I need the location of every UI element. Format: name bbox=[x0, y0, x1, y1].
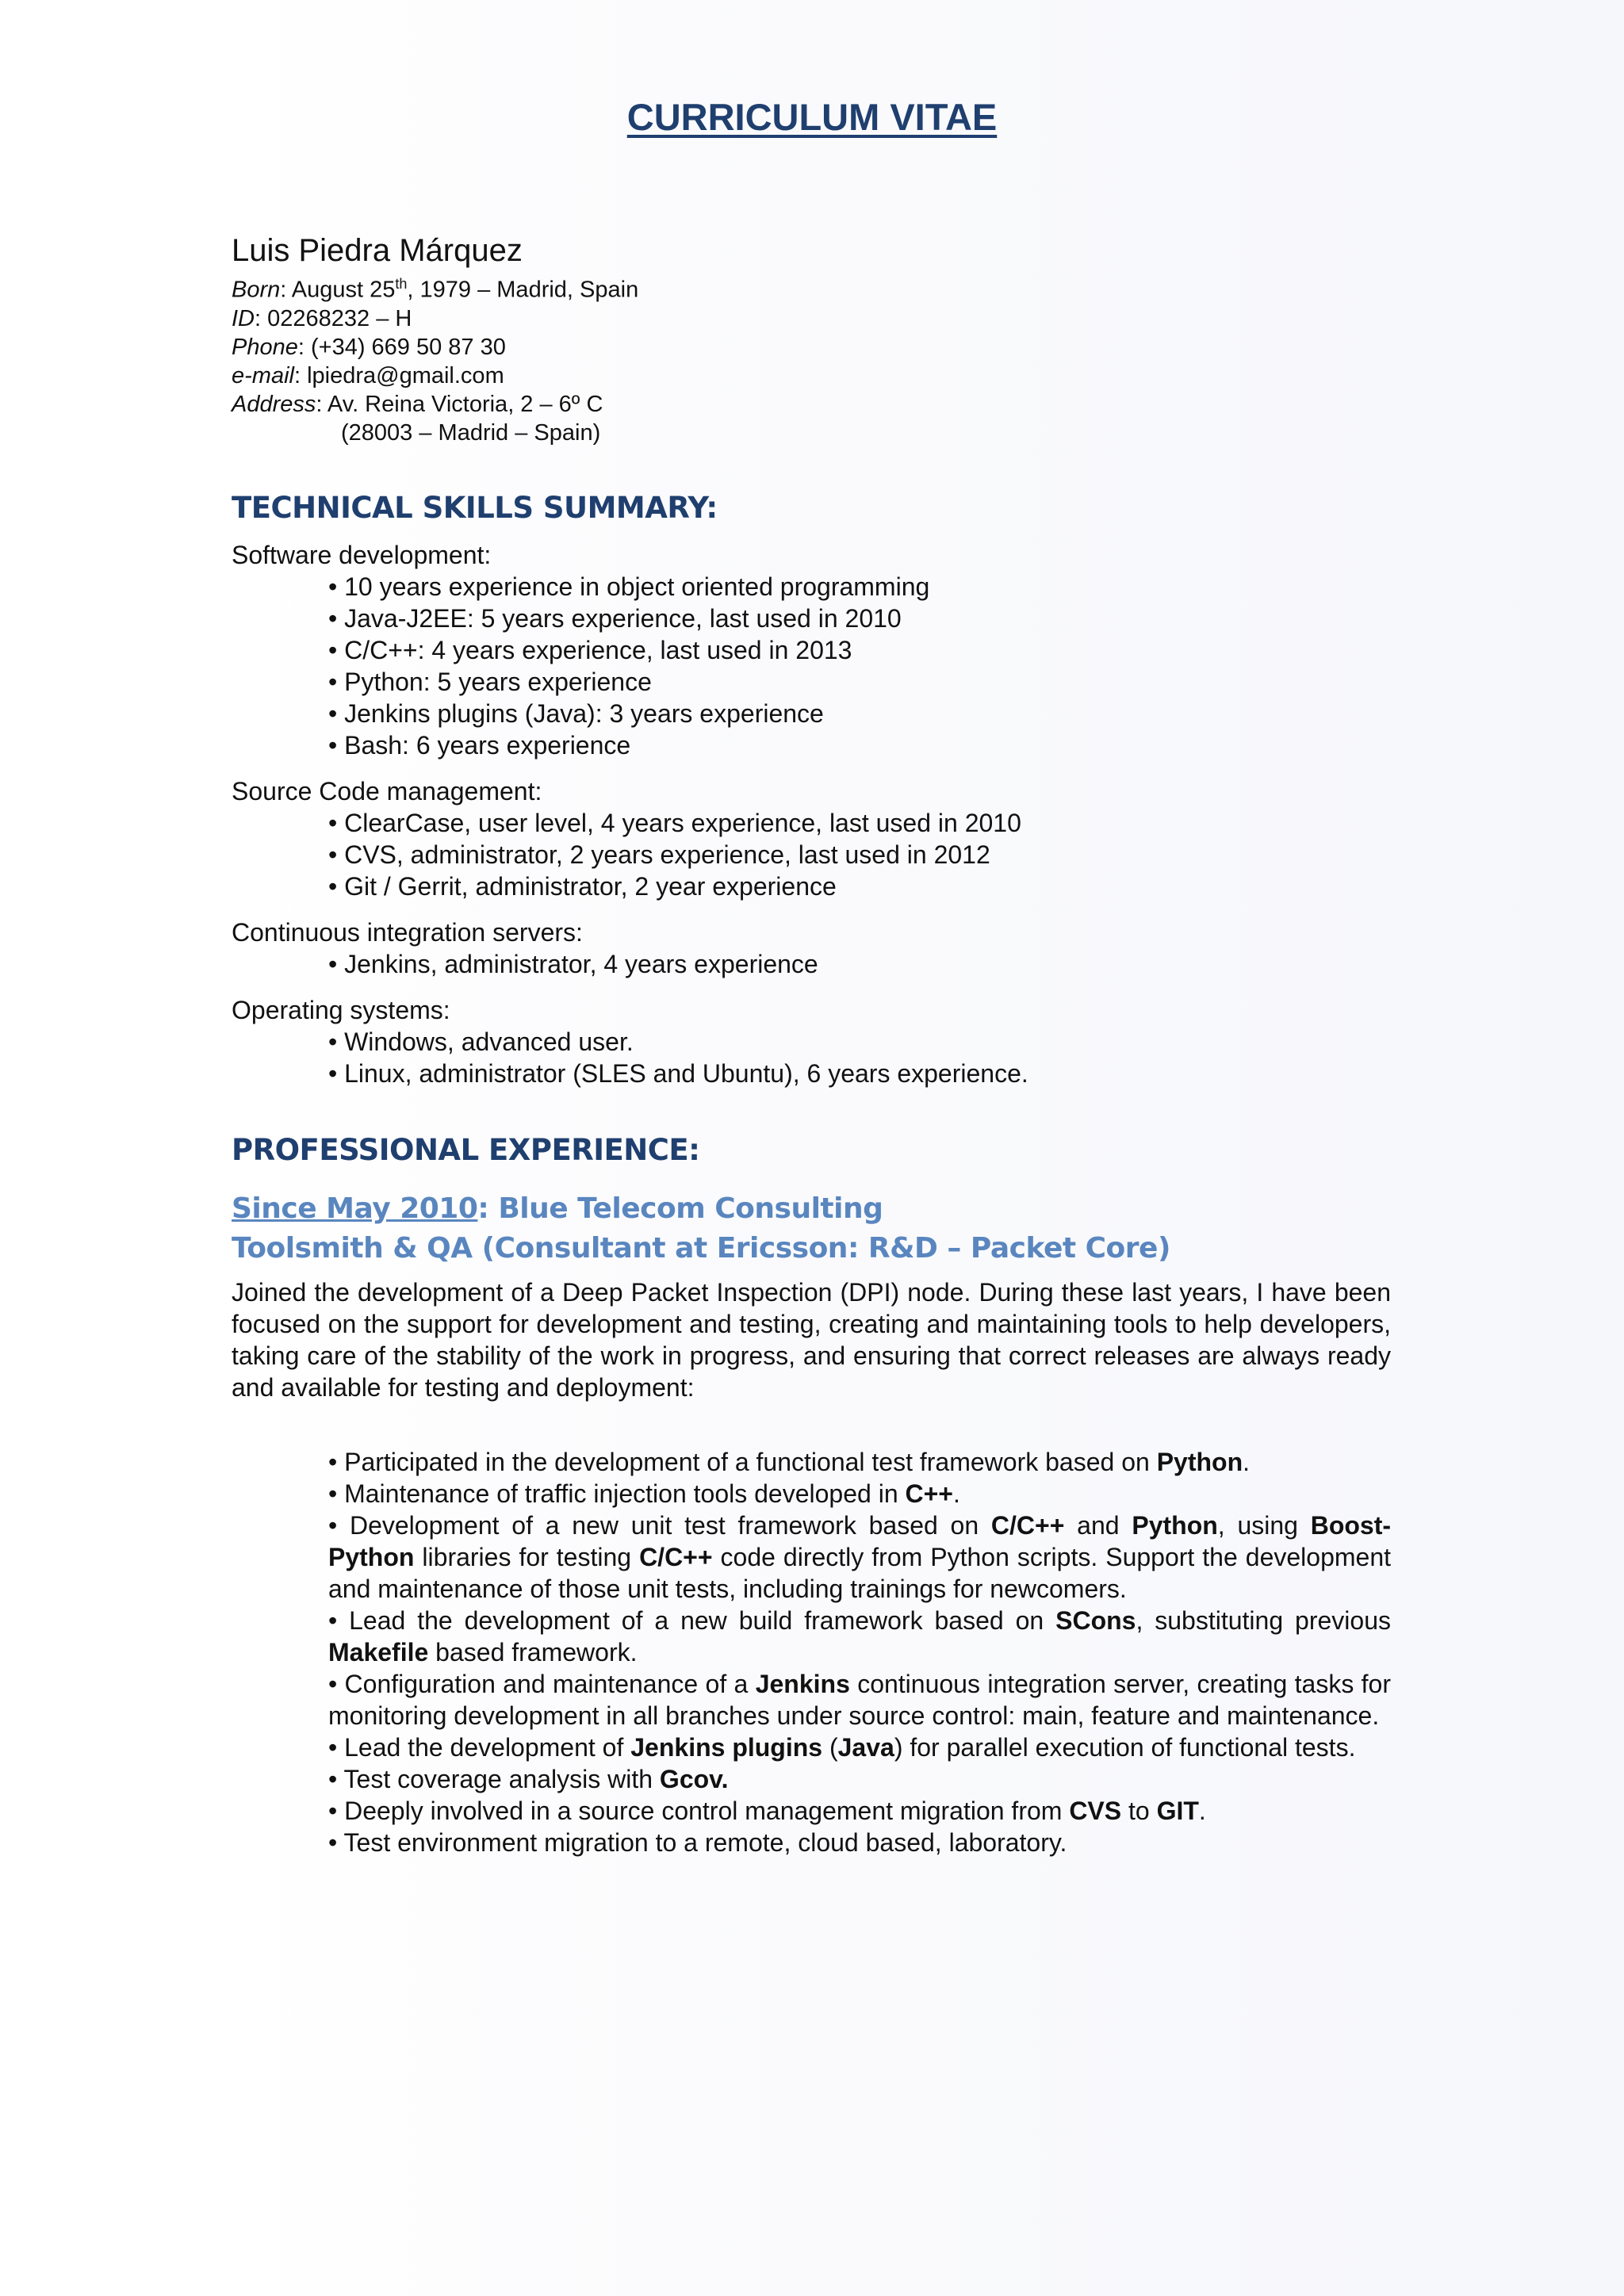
skills-heading: TECHNICAL SKILLS SUMMARY: bbox=[232, 490, 718, 525]
phone-value: : (+34) 669 50 87 30 bbox=[297, 334, 506, 360]
responsibility-list bbox=[232, 1446, 1391, 1858]
experience-section bbox=[232, 1189, 1391, 1858]
address-line-2: (28003 – Madrid – Spain) bbox=[341, 419, 601, 446]
id-value: : 02268232 – H bbox=[255, 305, 412, 331]
skill-item: • Jenkins, administrator, 4 years experience bbox=[328, 949, 818, 978]
skill-item: • CVS, administrator, 2 years experience, last used in 2012 bbox=[328, 840, 990, 869]
os-label: Operating systems: bbox=[232, 995, 450, 1024]
person-name: Luis Piedra Márquez bbox=[232, 233, 523, 268]
born-line bbox=[232, 270, 1391, 304]
skill-item: • C/C++: 4 years experience, last used in 2013 bbox=[328, 635, 852, 664]
skill-item: • Python: 5 years experience bbox=[328, 667, 652, 696]
list-item: • Participated in the development of a functional test framework based on Python. bbox=[328, 1447, 1251, 1476]
skill-item: • Jenkins plugins (Java): 3 years experience bbox=[328, 698, 824, 728]
list-item: • Deeply involved in a source control management migration from CVS to GIT. bbox=[328, 1796, 1206, 1825]
skill-item: • Linux, administrator (SLES and Ubuntu), 6 years experience. bbox=[328, 1058, 1028, 1088]
skill-item: • ClearCase, user level, 4 years experience, last used in 2010 bbox=[328, 808, 1021, 837]
job-role: Toolsmith & QA (Consultant at Ericsson: R&D – Packet Core) bbox=[232, 1231, 1170, 1265]
personal-info bbox=[232, 232, 1391, 447]
ci-label: Continuous integration servers: bbox=[232, 917, 583, 947]
experience-heading: PROFESSIONAL EXPERIENCE: bbox=[232, 1132, 700, 1167]
list-item: • Development of a new unit test framework based on C/C++ and Python, using Boost-Python libraries for testing C/C++ code directly from Python scripts. Support the development and maintenance of those unit tests, including trainings for newcomers. bbox=[328, 1510, 1392, 1603]
job-date: Since May 2010 bbox=[232, 1192, 478, 1225]
email-line bbox=[232, 362, 1391, 390]
id-line bbox=[232, 304, 1391, 333]
page-title: CURRICULUM VITAE bbox=[626, 96, 998, 138]
born-date: : August 25 bbox=[280, 277, 396, 303]
job-header bbox=[232, 1189, 1391, 1229]
email-label: e-mail bbox=[232, 362, 294, 388]
phone-label: Phone bbox=[232, 334, 298, 360]
born-label: Born bbox=[232, 277, 281, 303]
email-value: : lpiedra@gmail.com bbox=[293, 362, 504, 388]
scm-label: Source Code management: bbox=[232, 776, 542, 806]
skill-item: • Windows, advanced user. bbox=[328, 1027, 634, 1056]
born-place: , 1979 – Madrid, Spain bbox=[407, 277, 639, 303]
list-item: • Test environment migration to a remote, cloud based, laboratory. bbox=[328, 1827, 1067, 1857]
address-label: Address bbox=[232, 391, 316, 417]
cv-content bbox=[232, 232, 1391, 1858]
skills-section bbox=[232, 539, 1391, 1089]
phone-line bbox=[232, 333, 1391, 362]
skill-item: • Bash: 6 years experience bbox=[328, 730, 631, 760]
list-item: • Lead the development of a new build framework based on SCons, substituting previous Makefile based framework. bbox=[328, 1605, 1392, 1667]
list-item: • Lead the development of Jenkins plugins (Java) for parallel execution of functional tests. bbox=[328, 1732, 1356, 1762]
skill-item: • Git / Gerrit, administrator, 2 year experience bbox=[328, 871, 837, 901]
skill-item: • Java-J2EE: 5 years experience, last used in 2010 bbox=[328, 603, 902, 633]
software-label: Software development: bbox=[232, 540, 492, 569]
list-item: • Test coverage analysis with Gcov. bbox=[328, 1764, 729, 1793]
born-sup: th bbox=[395, 276, 408, 292]
job-description: Joined the development of a Deep Packet Inspection (DPI) node. During these last years, I have been focused on the support for development and testing, creating and maintaining tools to help developers, taking care of the stability of the work in progress, and ensuring that correct releases are always ready and available for testing and deployment: bbox=[232, 1277, 1391, 1402]
address-line bbox=[232, 390, 1391, 419]
skill-item: • 10 years experience in object oriented programming bbox=[328, 572, 930, 601]
list-item: • Maintenance of traffic injection tools developed in C++. bbox=[328, 1479, 960, 1508]
id-label: ID bbox=[232, 305, 255, 331]
list-item: • Configuration and maintenance of a Jenkins continuous integration server, creating tasks for monitoring development in all branches under source control: main, feature and maintenance. bbox=[328, 1669, 1392, 1730]
job-company: : Blue Telecom Consulting bbox=[477, 1192, 883, 1225]
address-value: : Av. Reina Victoria, 2 – 6º C bbox=[316, 391, 603, 417]
